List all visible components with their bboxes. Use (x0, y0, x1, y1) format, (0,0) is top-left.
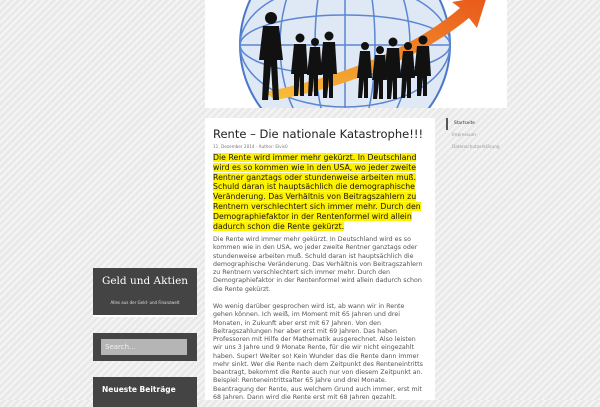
business-globe-illustration (205, 0, 507, 108)
highlighted-intro-text: Die Rente wird immer mehr gekürzt. In Deutschland wird es so kommen wie in den USA, wo jeder zweite Rentner ganztags oder stundenweise arbeiten muß. Schuld daran ist hauptsächlich die demographische Veränderung. Das Verhältnis von Beitragszahlern zu Rentnern verschlechtert sich immer mehr. Durch den Demographiefaktor in der Rentenformel wird allein dadurch schon die Rente gekürzt. (213, 153, 421, 231)
highlighted-intro (213, 153, 426, 231)
nav-item-datenschutz[interactable]: Datenschutzerklärung (452, 145, 500, 150)
recent-posts-title: Neueste Beiträge (102, 385, 176, 394)
header-banner-image (205, 0, 507, 108)
site-description: Alles aus der Geld- und Finanzwelt (110, 300, 180, 305)
nav-item-impressum[interactable]: Impressum (452, 133, 476, 138)
post-paragraph-2: Wo wenig darüber gesprochen wird ist, ab wann wir in Rente gehen können. Ich weiß, im Moment mit 65 Jahren und drei Monaten, in Zukunft aber erst mit 67 Jahren. Von den Beitragszahlungen her aber erst mit 69 Jahren. Das haben Professoren mit Hilfe der Mathematik ausgerechnet. Also leisten wir uns 3 Jahre und 9 Monate Rente, für die wir nicht eingezahlt haben. Super! Weiter so! Kein Wunder das die Rente dann immer mehr sinkt. Wer die Rente nach dem Zeitpunkt des Renteneintritts beantragt, bekommt die Rente auch nur von diesem Zeitpunkt an. Beispiel: Renteneintrittsalter 65 Jahre und drei Monate. Beantragung der Rente, aus welchem Grund auch immer, erst mit 68 Jahren. Dann wird die Rente erst mit 68 Jahren gezahlt. (213, 303, 423, 400)
search-widget (93, 333, 197, 361)
site-title[interactable]: Geld und Aktien (101, 275, 189, 287)
nav-item-startseite[interactable]: Startseite (446, 118, 516, 130)
post-content-area (205, 118, 435, 400)
post-title[interactable]: Rente – Die nationale Katastrophe!!! (213, 127, 424, 141)
post-meta: 11. Dezember 2014 · Author: Elvis0 (213, 144, 288, 149)
search-input[interactable] (101, 339, 187, 355)
post-paragraph-1: Die Rente wird immer mehr gekürzt. In Deutschland wird es so kommen wie in den USA, wo jeder zweite Rentner ganztags oder stundenweise arbeiten muß. Schuld daran ist hauptsächlich die demographische Veränderung. Das Verhältnis von Beitragszahlern zu Rentnern verschlechtert sich immer mehr. Durch den Demographiefaktor in der Rentenformel wird allein dadurch schon die Rente gekürzt. (213, 236, 423, 293)
recent-posts-widget (93, 377, 197, 407)
site-branding (93, 268, 197, 317)
